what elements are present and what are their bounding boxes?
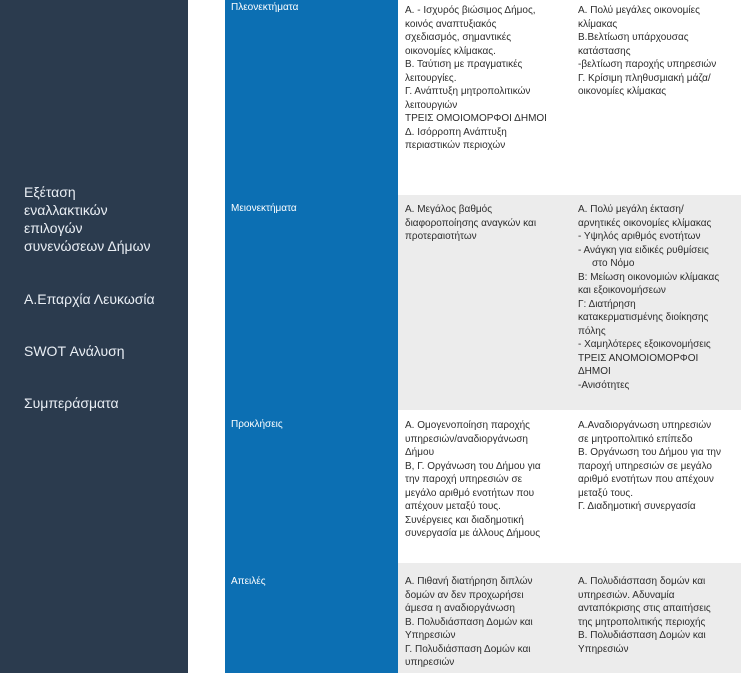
cell-text-line: ανταπόκρισης στις απαιτήσεις — [578, 603, 711, 614]
cell-text-line: υπηρεσιών — [405, 657, 455, 668]
cell-text-line: Β: Μείωση οικονομιών κλίμακας — [578, 271, 720, 283]
cell-text-line: Β. Οργάνωση του Δήμου για την — [578, 447, 721, 458]
cell-text-line: σε μητροπολιτικό επίπεδο — [578, 433, 693, 445]
cell-text-line: Α. Πολυδιάσπαση δομών και — [578, 576, 706, 587]
swot-row-strengths — [225, 0, 741, 195]
cell-text-line: σχεδιασμός, σημαντικές — [405, 32, 512, 43]
row-label: Πλεονεκτήματα — [225, 0, 398, 195]
cell-text-line: Γ. Διαδημοτική συνεργασία — [578, 501, 696, 512]
row-label: Μειονεκτήματα — [225, 195, 398, 410]
cell-text-line: περιαστικών περιοχών — [405, 140, 506, 151]
cell-text-line: Γ. Πολυδιάσπαση Δομών και — [405, 643, 531, 655]
nav-item-nicosia[interactable]: Α.Επαρχία Λευκωσία — [24, 291, 155, 307]
cell-text-line: Α. Πολύ μεγάλες οικονομίες — [578, 5, 700, 16]
cell-text-line: και εξοικονομήσεων — [578, 285, 666, 296]
cell-text-line: -βελτίωση παροχής υπηρεσιών — [578, 59, 717, 70]
cell-text-line: Γ. Κρίσιμη πληθυσμιακή μάζα/ — [578, 72, 711, 84]
cell-text-line: Γ: Διατήρηση — [578, 298, 636, 310]
cell-text-line: Υπηρεσιών — [405, 630, 456, 641]
cell-text-line: Γ. Ανάπτυξη μητροπολιτικών — [405, 86, 531, 97]
cell-text-line: -Ανισότητες — [578, 379, 630, 391]
nav-item-swot[interactable]: SWOT Ανάλυση — [24, 343, 125, 359]
cell-text-line: Β. Πολυδιάσπαση Δομών και — [578, 630, 706, 641]
cell-text-line: κλίμακας — [578, 18, 618, 30]
cell-text-line: άμεσα η αναδιοργάνωση — [405, 603, 515, 614]
cell-text-line: - Χαμηλότερες εξοικονομήσεις — [578, 339, 711, 350]
cell-text-line: δομών αν δεν προχωρήσει — [405, 589, 524, 601]
cell-text-line: συνεργασία με άλλους Δήμους — [405, 528, 541, 539]
cell-text-line: Α.Αναδιοργάνωση υπηρεσιών — [578, 420, 712, 431]
cell-text-line: Β, Γ. Οργάνωση του Δήμου για — [405, 460, 541, 472]
cell-text-line: Υπηρεσιών — [578, 643, 629, 655]
swot-row-weaknesses — [225, 195, 741, 410]
cell-text-line: προτεραιοτήτων — [405, 231, 477, 242]
cell-text-line: υπηρεσιών. Αδυναμία — [578, 589, 675, 601]
cell-text-line: υπηρεσιών/αναδιοργάνωση — [405, 433, 528, 445]
cell-text-line: Β.Βελτίωση υπάρχουσας — [578, 32, 689, 43]
cell-text-line: πόλης — [578, 325, 606, 337]
cell-text-line: μεταξύ τους. — [578, 487, 633, 499]
cell-option-b — [571, 563, 741, 673]
cell-option-a — [398, 563, 571, 673]
cell-text-line: ΤΡΕΙΣ ΟΜΟΙΟΜΟΡΦΟΙ ΔΗΜΟΙ — [405, 113, 547, 124]
cell-text-line: απέχουν μεταξύ τους. — [405, 501, 501, 512]
cell-text-line: την παροχή υπηρεσιών σε — [405, 474, 523, 485]
cell-text-line: οικονομίες κλίμακας. — [405, 45, 496, 57]
cell-text-line: - Υψηλός αριθμός ενοτήτων — [578, 231, 701, 242]
cell-text-line: Β. Πολυδιάσπαση Δομών και — [405, 616, 533, 628]
cell-text-line: Α. Πολύ μεγάλη έκταση/ — [578, 204, 684, 215]
cell-text-line: κατάστασης — [578, 45, 631, 57]
cell-text-line: Α. Ομογενοποίηση παροχής — [405, 420, 530, 431]
cell-text-line: αρνητικές οικονομίες κλίμακας — [578, 217, 712, 229]
nav-item-options[interactable]: Εξέταση εναλλακτικών επιλογών συνενώσεων Δήμων — [24, 184, 151, 254]
swot-table — [225, 0, 741, 673]
cell-text-line: Δήμου — [405, 447, 435, 458]
cell-text-line: Α. - Ισχυρός βιώσιμος Δήμος, — [405, 5, 536, 16]
cell-option-b — [571, 195, 741, 410]
cell-text-line: Συνέργειες και διαδημοτική — [405, 514, 524, 526]
cell-option-b — [571, 410, 741, 563]
cell-option-a — [398, 0, 571, 195]
cell-text-line: λειτουργίες. — [405, 72, 457, 84]
cell-option-b — [571, 0, 741, 195]
cell-text-line: - Ανάγκη για ειδικές ρυθμίσεις — [578, 244, 709, 256]
nav-item-conclusions[interactable]: Συμπεράσματα — [24, 395, 119, 411]
cell-text-line: Β. Ταύτιση με πραγματικές — [405, 59, 523, 70]
cell-text-line: αριθμό ενοτήτων που απέχουν — [578, 474, 714, 485]
cell-text-line: κοινός αναπτυξιακός — [405, 18, 497, 30]
cell-text-line: ΔΗΜΟΙ — [578, 366, 611, 377]
cell-text-line: Α. Πιθανή διατήρηση διπλών — [405, 576, 533, 587]
row-label: Απειλές — [225, 563, 398, 673]
cell-text-line: κατακερματισμένης διοίκησης — [578, 312, 709, 323]
cell-text-line: Α. Μεγάλος βαθμός — [405, 204, 493, 215]
cell-text-line: διαφοροποίησης αναγκών και — [405, 217, 537, 229]
row-label: Προκλήσεις — [225, 410, 398, 563]
cell-text-line: Δ. Ισόρροπη Ανάπτυξη — [405, 126, 507, 138]
sidebar-nav — [0, 0, 188, 673]
swot-row-challenges — [225, 410, 741, 563]
cell-text-line: λειτουργιών — [405, 99, 458, 111]
swot-row-threats — [225, 563, 741, 673]
cell-text-line: ΤΡΕΙΣ ΑΝΟΜΟΙΟΜΟΡΦΟΙ — [578, 352, 699, 364]
cell-text-line: οικονομίες κλίμακας — [578, 86, 667, 97]
cell-text-line: παροχή υπηρεσιών σε μεγάλο — [578, 460, 712, 472]
cell-text-line: μεγάλο αριθμό ενοτήτων που — [405, 487, 535, 499]
cell-option-a — [398, 410, 571, 563]
cell-option-a — [398, 195, 571, 410]
cell-text-line: στο Νόμο — [592, 258, 635, 269]
cell-text-line: της μητροπολιτικής περιοχής — [578, 616, 706, 628]
